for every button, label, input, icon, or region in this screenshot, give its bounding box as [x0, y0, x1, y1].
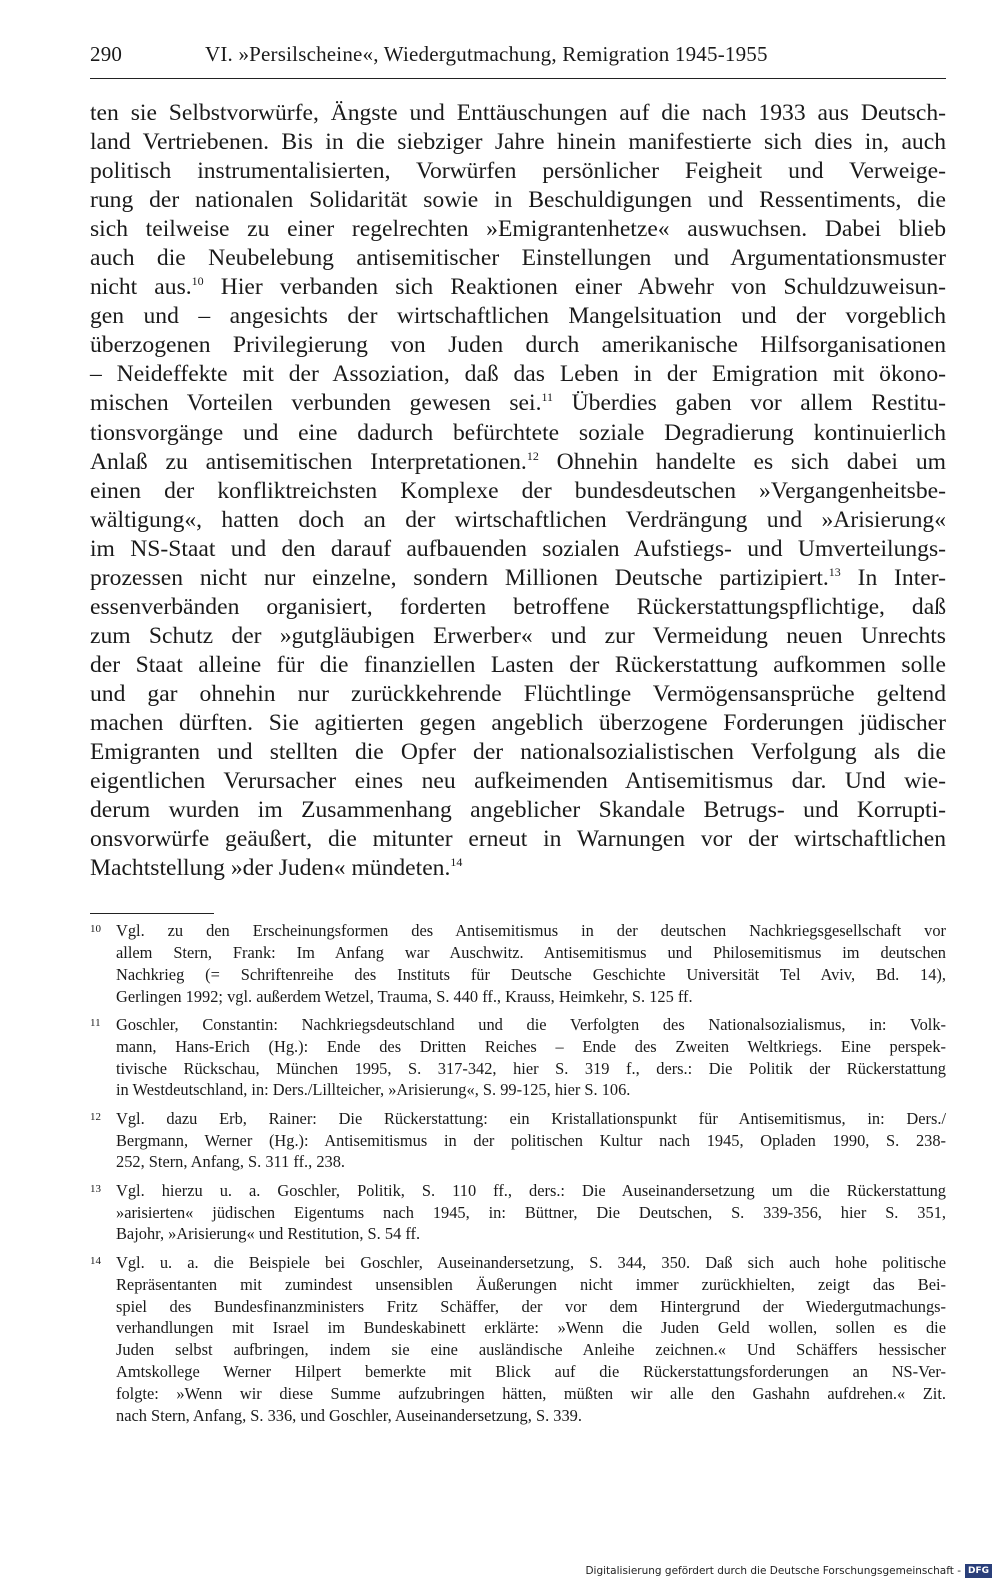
footnote-line: Bajohr, »Arisierung« und Restitution, S. 54 ff. — [116, 1224, 421, 1244]
text-segment: derum wurden im Zusammenhang angeblicher Skandale Betrugs- und Korrupti- — [90, 797, 946, 824]
text-line — [90, 331, 946, 360]
text-segment: politisch instrumentalisierten, Vorwürfen persönlicher Feigheit und Verweige- — [90, 158, 946, 185]
text-line — [90, 796, 946, 825]
footnote-line: allem Stern, Frank: Im Anfang war Auschwitz. Antisemitismus und Philosemitismus im deutschen — [116, 942, 946, 962]
text-segment: tionsvorgänge und eine dadurch befürchtete soziale Degradierung kontinuierlich — [90, 419, 946, 446]
text-segment: der Staat alleine für die finanziellen Lasten der Rückerstattung aufkommen solle — [90, 651, 946, 678]
text-segment: Überdies gaben vor allem Restitu- — [553, 390, 946, 417]
footnote-line: folgte: »Wenn wir diese Summe aufzubringen hätten, müßten wir alle den Gashahn aufdrehen.« Zit. — [116, 1383, 946, 1403]
text-segment: machen dürften. Sie agitierten gegen angeblich überzogene Forderungen jüdischer — [90, 709, 946, 736]
text-segment: ten sie Selbstvorwürfe, Ängste und Enttäuschungen auf die nach 1933 aus Deutsch- — [90, 100, 946, 126]
footnotes — [90, 920, 946, 1433]
text-segment: Ohnehin handelte es sich dabei um — [538, 448, 946, 475]
text-segment: Emigranten und stellten die Opfer der nationalsozialistischen Verfolgung als die — [90, 739, 946, 766]
text-segment: land Vertriebenen. Bis in die siebziger Jahre hinein manifestierte sich dies in, auch — [90, 129, 946, 156]
text-segment: wältigung«, hatten doch an der wirtschaftlichen Verdrängung und »Arisierung« — [90, 506, 946, 533]
text-segment: essenverbänden organisiert, forderten betroffene Rückerstattungspflichtige, daß — [90, 593, 946, 620]
text-line — [90, 506, 946, 535]
text-segment: – Neideffekte mit der Assoziation, daß das Leben in der Emigration mit ökono- — [90, 361, 946, 388]
text-line — [90, 680, 946, 709]
running-title: VI. »Persilscheine«, Wiedergutmachung, Remigration 1945-1955 — [205, 42, 768, 66]
text-line — [90, 651, 946, 680]
text-line — [90, 186, 946, 215]
footnote-reference: 13 — [828, 564, 841, 579]
text-segment: nicht aus. — [90, 274, 192, 301]
text-segment: Machtstellung »der Juden« mündeten. — [90, 855, 451, 882]
page-number: 290 — [90, 42, 123, 66]
text-segment: mischen Vorteilen verbunden gewesen sei. — [90, 390, 542, 417]
footnote-line: Amtskollege Werner Hilpert bemerkte mit Blick auf die Rückerstattungsforderungen an NS-Ver- — [116, 1362, 946, 1382]
footnote-number: 13 — [90, 1182, 101, 1195]
footnote-line: tivische Rückschau, München 1995, S. 317-342, hier S. 319 f., ders.: Die Politik der Rückerstattung — [116, 1058, 946, 1078]
footnote-line: spiel des Bundesfinanzministers Fritz Schäffer, der vor dem Hintergrund der Wiedergutmachungs- — [116, 1296, 946, 1316]
text-segment: In Inter- — [840, 564, 946, 591]
running-header — [90, 42, 946, 67]
footnote-line: Juden selbst aufbringen, indem sie eine ausländische Anleihe zeichnen.« Und Schäffers hessischer — [116, 1340, 946, 1360]
text-line — [90, 535, 946, 564]
footnote-line: Bergmann, Werner (Hg.): Antisemitismus in der politischen Kultur nach 1945, Opladen 1990, S. 238- — [116, 1130, 946, 1150]
main-text — [90, 99, 946, 883]
text-segment: Hier verbanden sich Reaktionen einer Abwehr von Schuldzuweisun- — [203, 274, 946, 301]
text-line — [90, 854, 946, 883]
footnote-line: mann, Hans-Erich (Hg.): Ende des Dritten Reiches – Ende des Zweiten Weltkriegs. Eine perspek- — [116, 1036, 946, 1056]
footnote-line: 252, Stern, Anfang, S. 311 ff., 238. — [116, 1152, 346, 1172]
footnote-number: 12 — [90, 1110, 101, 1123]
text-segment: rung der nationalen Solidarität sowie in Beschuldigungen und Ressentiments, die — [90, 187, 946, 214]
text-line — [90, 302, 946, 331]
text-line — [90, 389, 946, 418]
footnote-line: Vgl. u. a. die Beispiele bei Goschler, Auseinandersetzung, S. 344, 350. Daß sich auch hohe politische — [116, 1252, 946, 1272]
text-segment: auch die Neubelebung antisemitischer Einstellungen und Argumentationsmuster — [90, 245, 946, 272]
text-segment: sich teilweise zu einer regelrechten »Emigrantenhetze« auswuchsen. Dabei blieb — [90, 216, 946, 243]
footnote-line: nach Stern, Anfang, S. 336, und Goschler, Auseinandersetzung, S. 339. — [116, 1405, 582, 1425]
footnote — [90, 1252, 946, 1427]
text-line — [90, 709, 946, 738]
footnote — [90, 1180, 946, 1246]
credit-text: Digitalisierung gefördert durch die Deutsche Forschungsgemeinschaft - — [585, 1565, 961, 1577]
text-segment: onsvorwürfe geäußert, die mitunter erneut in Warnungen vor der wirtschaftlichen — [90, 826, 946, 853]
digitization-credit — [585, 1564, 992, 1578]
text-line — [90, 99, 946, 128]
text-segment: eigentlichen Verursacher eines neu aufkeimenden Antisemitismus dar. Und wie- — [90, 768, 946, 795]
text-segment: gen und – angesichts der wirtschaftlichen Mangelsituation und der vorgeblich — [90, 303, 946, 330]
footnote-reference: 10 — [191, 274, 204, 289]
header-rule — [90, 78, 946, 79]
footnote-line: verhandlungen mit Israel im Bundeskabinett erklärte: »Wenn die Juden Geld wollen, sollen es die — [116, 1318, 946, 1338]
text-line — [90, 477, 946, 506]
dfg-logo: DFG — [965, 1564, 992, 1578]
text-line — [90, 622, 946, 651]
footnote-reference: 12 — [526, 448, 539, 463]
text-line — [90, 419, 946, 448]
text-line — [90, 767, 946, 796]
footnote-number: 10 — [90, 923, 101, 935]
footnote-line: in Westdeutschland, in: Ders./Lillteicher, »Arisierung«, S. 99-125, hier S. 106. — [116, 1080, 631, 1100]
footnote-line: Goschler, Constantin: Nachkriegsdeutschland und die Verfolgten des Nationalsozialismus, in: Volk- — [116, 1014, 946, 1034]
footnote-reference: 11 — [541, 390, 554, 405]
text-line — [90, 738, 946, 767]
footnote-line: Gerlingen 1992; vgl. außerdem Wetzel, Trauma, S. 440 ff., Krauss, Heimkehr, S. 125 ff. — [116, 986, 693, 1006]
text-line — [90, 215, 946, 244]
text-segment: einen der konfliktreichsten Komplexe der bundesdeutschen »Vergangenheitsbe- — [90, 477, 946, 504]
text-line — [90, 244, 946, 273]
footnote-line: Nachkrieg (= Schriftenreihe des Instituts für Deutsche Geschichte Universität Tel Aviv, Bd. 14), — [116, 964, 946, 984]
footnote-rule — [90, 913, 214, 914]
text-segment: zum Schutz der »gutgläubigen Erwerber« und zur Vermeidung neuen Unrechts — [90, 622, 946, 649]
footnote — [90, 1014, 946, 1101]
text-segment: prozessen nicht nur einzelne, sondern Millionen Deutsche partizipiert. — [90, 564, 829, 591]
text-line — [90, 448, 946, 477]
footnote — [90, 920, 946, 1007]
text-segment: Anlaß zu antisemitischen Interpretationen. — [90, 448, 527, 475]
footnote — [90, 1108, 946, 1174]
footnote-line: Vgl. hierzu u. a. Goschler, Politik, S. 110 ff., ders.: Die Auseinandersetzung um die Rückerstattung — [116, 1180, 946, 1200]
text-line — [90, 360, 946, 389]
footnote-line: Vgl. zu den Erscheinungsformen des Antisemitismus in der deutschen Nachkriegsgesellschaft vor — [116, 921, 946, 940]
text-line — [90, 825, 946, 854]
text-line — [90, 273, 946, 302]
text-line — [90, 128, 946, 157]
text-line — [90, 564, 946, 593]
footnote-line: »arisierten« jüdischen Eigentums nach 1945, in: Büttner, Die Deutschen, S. 339-356, hier S. 351, — [116, 1202, 946, 1222]
text-line — [90, 157, 946, 186]
footnote-number: 14 — [90, 1254, 101, 1267]
footnote-number: 11 — [90, 1016, 101, 1029]
text-segment: im NS-Staat und den darauf aufbauenden sozialen Aufstiegs- und Umverteilungs- — [90, 535, 946, 562]
footnote-reference: 14 — [450, 855, 463, 870]
text-segment: überzogenen Privilegierung von Juden durch amerikanische Hilfsorganisationen — [90, 332, 946, 359]
text-line — [90, 593, 946, 622]
footnote-line: Repräsentanten mit zumindest unsensiblen Äußerungen nicht immer zurückhielten, zeigt das Bei- — [116, 1274, 946, 1294]
footnote-line: Vgl. dazu Erb, Rainer: Die Rückerstattung: ein Kristallationspunkt für Antisemitismus, in: Ders./ — [116, 1108, 946, 1128]
text-segment: und gar ohnehin nur zurückkehrende Flüchtlinge Vermögensansprüche geltend — [90, 680, 946, 707]
